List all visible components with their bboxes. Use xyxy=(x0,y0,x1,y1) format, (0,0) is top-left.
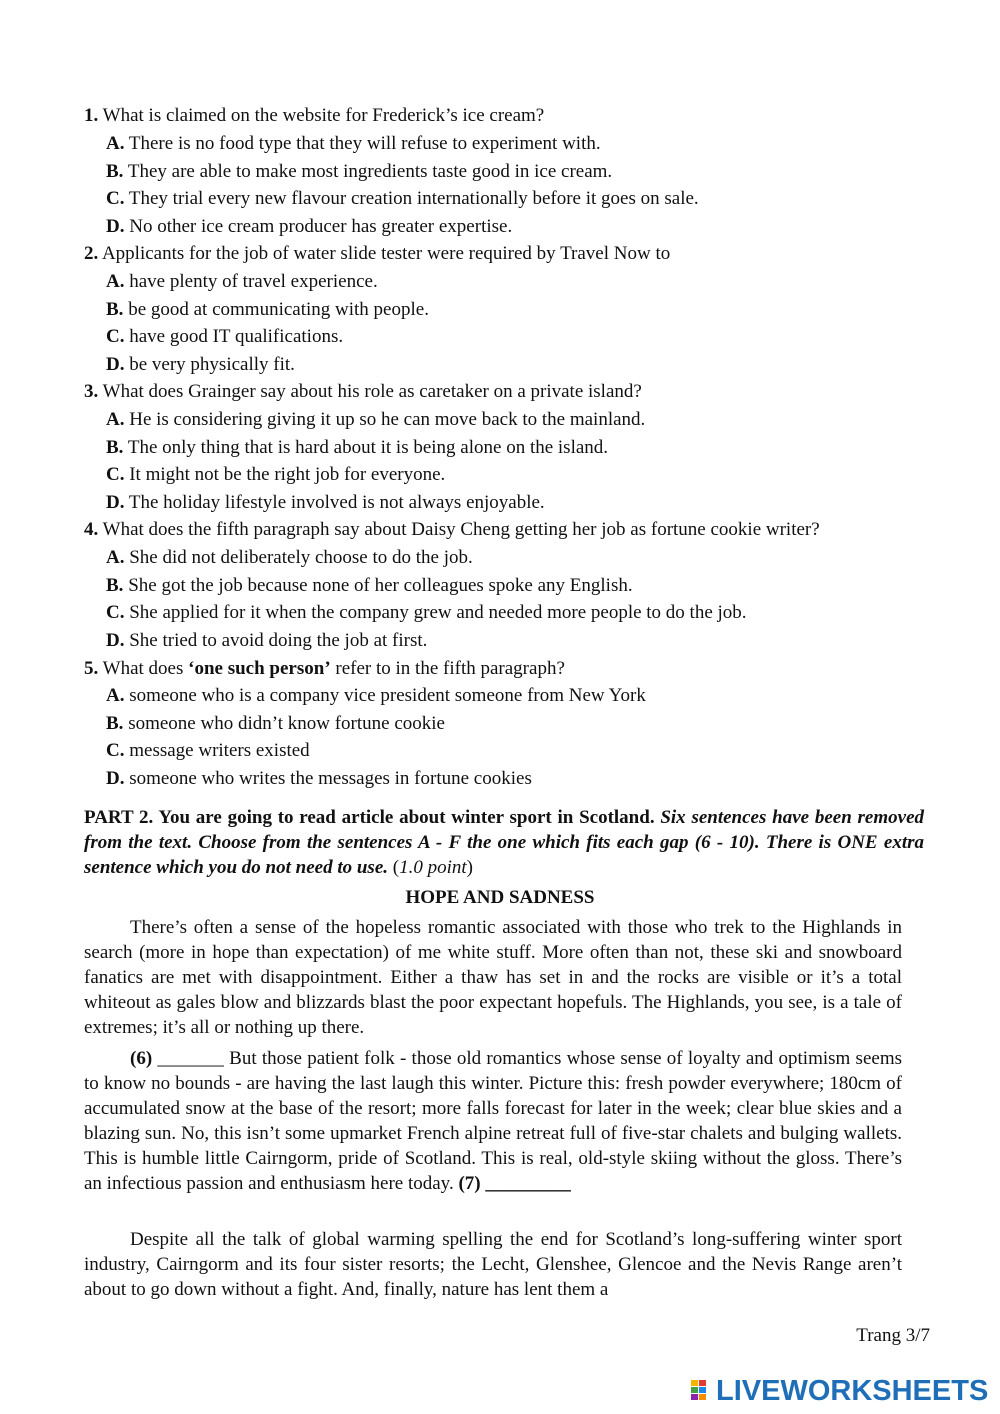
part2-task: Six sentences have been removed from the text. Choose from the sentences A - F the one which fits each gap (6 - 10). There is ONE extra sentence which you do not need to use. xyxy=(84,807,925,878)
option-3c[interactable] xyxy=(106,463,445,487)
option-2d[interactable] xyxy=(106,353,295,377)
question-number: 5. xyxy=(84,658,99,679)
question-text: What is claimed on the website for Frederick’s ice cream? xyxy=(98,105,545,126)
option-letter: C. xyxy=(106,602,125,623)
option-letter: D. xyxy=(106,354,125,375)
option-text: There is no food type that they will refuse to experiment with. xyxy=(124,133,601,154)
option-5a[interactable] xyxy=(106,684,646,708)
logo-text: LIVEWORKSHEETS xyxy=(716,1375,989,1407)
question-text: What does the fifth paragraph say about Daisy Cheng getting her job as fortune cookie writer? xyxy=(98,519,820,540)
article-paragraph-3: Despite all the talk of global warming spelling the end for Scotland’s long-suffering winter sport industry, Cairngorm and its four sister resorts; the Lecht, Glenshee, Glencoe and the Nevis Range aren’t about to go down without a fight. And, finally, nature has lent them a xyxy=(84,1229,902,1300)
option-5b[interactable] xyxy=(106,712,445,736)
option-text: She tried to avoid doing the job at first. xyxy=(124,630,428,651)
question-text-end: refer to in the fifth paragraph? xyxy=(330,658,565,679)
option-letter: A. xyxy=(106,685,125,706)
option-text: have good IT qualifications. xyxy=(124,326,344,347)
part2-heading: PART 2. You are going to read article about winter sport in Scotland. xyxy=(84,807,655,828)
question-1 xyxy=(84,104,544,128)
option-text: someone who is a company vice president someone from New York xyxy=(124,685,646,706)
option-text: someone who didn’t know fortune cookie xyxy=(123,713,445,734)
option-text: The only thing that is hard about it is being alone on the island. xyxy=(123,437,609,458)
option-text: She got the job because none of her colleagues spoke any English. xyxy=(123,575,633,596)
option-text: No other ice cream producer has greater expertise. xyxy=(124,216,513,237)
option-letter: A. xyxy=(106,409,125,430)
option-2b[interactable] xyxy=(106,298,429,322)
option-letter: D. xyxy=(106,768,125,789)
question-number: 1. xyxy=(84,105,99,126)
option-1c[interactable] xyxy=(106,187,699,211)
question-number: 4. xyxy=(84,519,99,540)
option-4a[interactable] xyxy=(106,546,473,570)
option-letter: A. xyxy=(106,547,125,568)
question-4 xyxy=(84,518,820,542)
option-4d[interactable] xyxy=(106,629,427,653)
liveworksheets-logo xyxy=(690,1376,988,1406)
option-4c[interactable] xyxy=(106,601,747,625)
option-letter: D. xyxy=(106,630,125,651)
article-paragraph-1: There’s often a sense of the hopeless romantic associated with those who trek to the Highlands in search (more in hope than expectation) of me white stuff. More often than not, these ski and snowboard fanatics are met with disappointment. Either a thaw has set in and the rocks are visible or it’s a total whiteout as gales blow and blizzards blast the poor expectant hopefuls. The Highlands, you see, is a tale of extremes; it’s all or nothing up there. xyxy=(84,917,902,1038)
option-letter: A. xyxy=(106,271,125,292)
points-open: ( xyxy=(388,857,400,878)
part2-instructions xyxy=(84,805,924,880)
gap-6-label: (6) xyxy=(130,1048,153,1069)
option-letter: B. xyxy=(106,161,124,182)
option-letter: B. xyxy=(106,713,124,734)
option-text: someone who writes the messages in fortune cookies xyxy=(124,768,532,789)
question-number: 2. xyxy=(84,243,99,264)
option-text: message writers existed xyxy=(124,740,310,761)
option-letter: D. xyxy=(106,216,125,237)
option-letter: D. xyxy=(106,492,125,513)
option-1a[interactable] xyxy=(106,132,601,156)
option-letter: C. xyxy=(106,326,125,347)
option-text: She applied for it when the company grew and needed more people to do the job. xyxy=(124,602,747,623)
article-title: HOPE AND SADNESS xyxy=(405,887,595,908)
question-3 xyxy=(84,380,642,404)
gap-6-blank[interactable]: _______ xyxy=(152,1048,224,1069)
question-number: 3. xyxy=(84,381,99,402)
option-5d[interactable] xyxy=(106,767,532,791)
option-letter: A. xyxy=(106,133,125,154)
option-1d[interactable] xyxy=(106,215,512,239)
question-quoted-phrase: ‘one such person’ xyxy=(188,658,331,679)
option-3d[interactable] xyxy=(106,491,545,515)
question-text: What does xyxy=(98,658,189,679)
option-2a[interactable] xyxy=(106,270,378,294)
points-value: 1.0 point xyxy=(399,857,467,878)
question-5 xyxy=(84,657,565,681)
option-text: It might not be the right job for everyone. xyxy=(124,464,446,485)
option-text: He is considering giving it up so he can move back to the mainland. xyxy=(124,409,646,430)
option-text: The holiday lifestyle involved is not always enjoyable. xyxy=(124,492,545,513)
points-close: ) xyxy=(466,857,473,878)
option-1b[interactable] xyxy=(106,160,612,184)
option-text: be very physically fit. xyxy=(124,354,295,375)
option-letter: B. xyxy=(106,437,124,458)
option-letter: B. xyxy=(106,299,124,320)
option-text: They trial every new flavour creation internationally before it goes on sale. xyxy=(124,188,699,209)
option-5c[interactable] xyxy=(106,739,310,763)
option-letter: B. xyxy=(106,575,124,596)
article-paragraph-2 xyxy=(84,1046,902,1196)
option-2c[interactable] xyxy=(106,325,343,349)
option-text: They are able to make most ingredients taste good in ice cream. xyxy=(123,161,613,182)
option-text: be good at communicating with people. xyxy=(123,299,429,320)
option-text: have plenty of travel experience. xyxy=(124,271,378,292)
liveworksheets-icon xyxy=(690,1378,714,1404)
option-text: She did not deliberately choose to do the job. xyxy=(124,547,473,568)
paragraph-2-text: But those patient folk - those old romantics whose sense of loyalty and optimism seems to know no bounds - are having the last laugh this winter. Picture this: fresh powder everywhere; 180cm of accumulated snow at the base of the resort; more falls forecast for later in the week; clear blue skies and a blazing sun. No, this isn’t some upmarket French alpine retreat full of five-star chalets and bulging wallets. This is humble little Cairngorm, pride of Scotland. This is real, old-style skiing without the gloss. There’s an infectious passion and enthusiasm here today. xyxy=(84,1048,902,1194)
option-3a[interactable] xyxy=(106,408,645,432)
option-3b[interactable] xyxy=(106,436,608,460)
question-text: Applicants for the job of water slide tester were required by Travel Now to xyxy=(98,243,671,264)
option-4b[interactable] xyxy=(106,574,633,598)
question-text: What does Grainger say about his role as caretaker on a private island? xyxy=(98,381,642,402)
option-letter: C. xyxy=(106,464,125,485)
page-number: Trang 3/7 xyxy=(856,1325,930,1346)
option-letter: C. xyxy=(106,740,125,761)
question-2 xyxy=(84,242,670,266)
gap-7-blank[interactable]: (7) _________ xyxy=(458,1173,571,1194)
option-letter: C. xyxy=(106,188,125,209)
